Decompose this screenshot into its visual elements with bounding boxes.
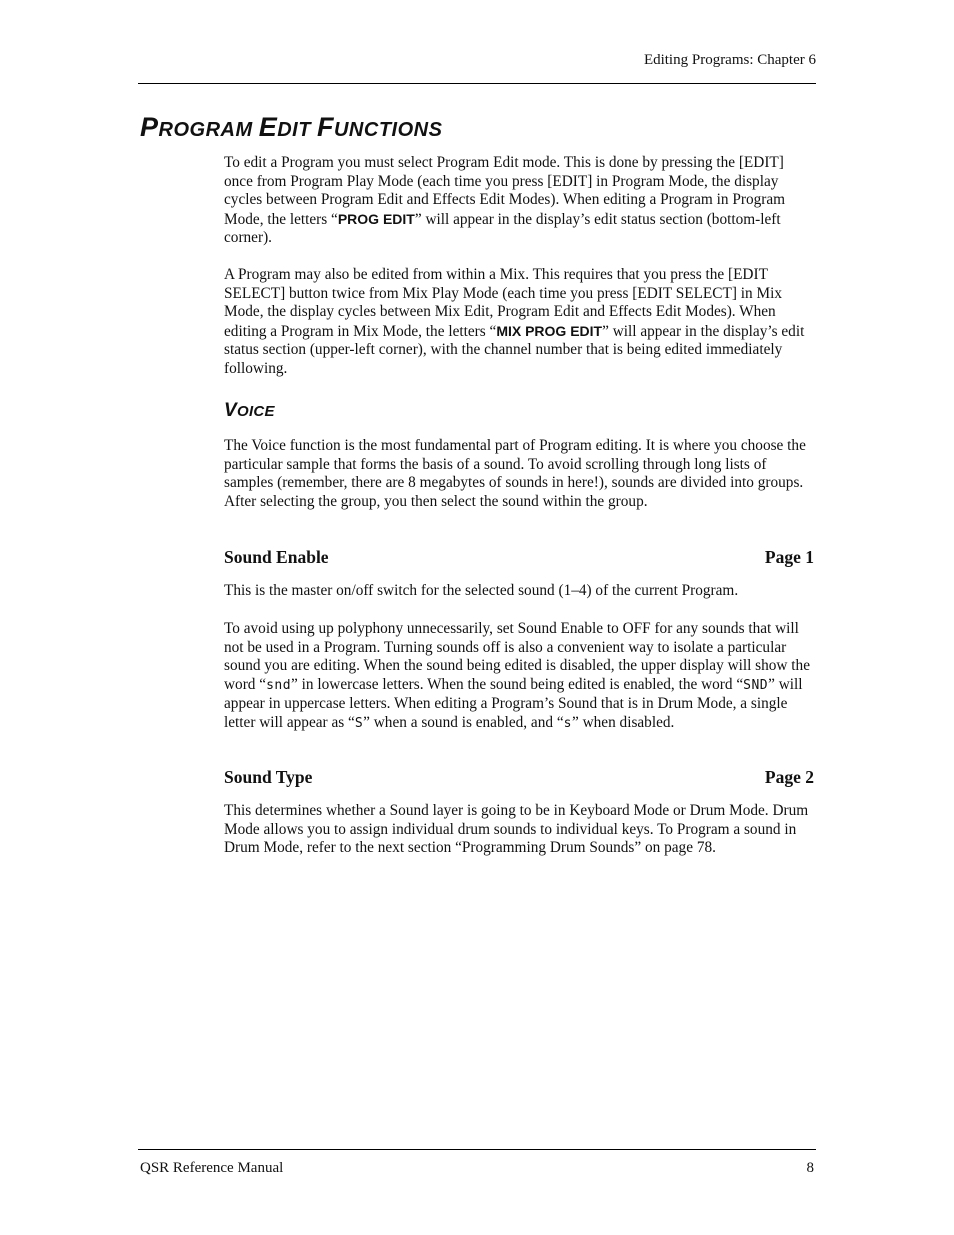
footer-manual-title: QSR Reference Manual: [140, 1160, 284, 1176]
voice-heading-rest: OICE: [236, 403, 275, 420]
title-initial-3: F: [316, 112, 334, 142]
title-initial-1: P: [140, 112, 159, 142]
sound-enable-paragraph-2: [224, 620, 814, 734]
intro-p1-text-a: To edit a Program you must select Program Edit mode. This is done by pressing the [EDIT] once from Program Play Mode (each time you press [EDIT] in Program Mode, the display cycles between Program Edit and Effects Edit Modes). When editing a Program in Program Mode, the letters “: [224, 154, 786, 228]
title-rest-3: UNCTIONS: [333, 119, 443, 141]
sound-enable-text-e: ” when disabled.: [571, 713, 675, 731]
sound-enable-text-b: ” in lowercase letters. When the sound being edited is enabled, the word “: [291, 675, 744, 693]
display-text-prog-edit: PROG EDIT: [337, 210, 415, 227]
lcd-text-snd-lower: snd: [266, 677, 292, 693]
sound-enable-title: Sound Enable: [224, 547, 329, 567]
title-initial-2: E: [258, 112, 278, 142]
sound-enable-paragraph-1: This is the master on/off switch for the selected sound (1–4) of the current Program.: [224, 582, 739, 599]
header-rule: [138, 83, 816, 84]
display-text-mix-prog-edit: MIX PROG EDIT: [496, 322, 603, 339]
intro-paragraph-1: [224, 154, 814, 248]
intro-p2-text-b: ” will appear in the display’s edit status section (upper-left corner), with the channel number that is being edited immediately following.: [224, 322, 805, 377]
page-number: 8: [806, 1160, 814, 1176]
sound-type-paragraph: This determines whether a Sound layer is going to be in Keyboard Mode or Drum Mode. Drum Mode allows you to assign individual drum sounds to individual keys. To Program a sound in Drum Mode, refer to the next section “Programming Drum Sounds” on page 78.: [224, 802, 809, 857]
section-title: [140, 114, 442, 141]
voice-heading-initial: V: [224, 400, 237, 421]
intro-p1-text-b: ” will appear in the display’s edit status section (bottom-left corner).: [224, 210, 781, 247]
sound-enable-text-d: ” when a sound is enabled, and “: [363, 713, 564, 731]
voice-paragraph: The Voice function is the most fundamental part of Program editing. It is where you choose the particular sample that forms the basis of a sound. To avoid scrolling through long lists of samples (remember, there are 8 megabytes of sounds in here!), sounds are divided into groups. After selecting the group, you then select the sound within the group.: [224, 437, 806, 510]
title-rest-2: DIT: [277, 119, 311, 141]
sound-type-heading: [224, 769, 814, 787]
intro-paragraph-2: [224, 266, 814, 379]
sound-enable-text-a: To avoid using up polyphony unnecessarily, set Sound Enable to OFF for any sounds that will not be used in a Program. Turning sounds off is also a convenient way to isolate a particular sound you are editing. When the sound being edited is disabled, the upper display will show the word “: [224, 620, 810, 693]
lcd-text-snd-upper: SND: [743, 677, 769, 693]
sound-enable-text-c: ” will appear in uppercase letters. When editing a Program’s Sound that is in Drum Mode, a single letter will appear as “: [224, 675, 803, 731]
sound-enable-page: Page 1: [764, 547, 814, 567]
sound-type-page: Page 2: [764, 767, 814, 787]
voice-heading: [224, 401, 275, 420]
running-header: Editing Programs: Chapter 6: [643, 52, 816, 68]
footer-rule: [138, 1149, 816, 1150]
lcd-text-s-upper: S: [354, 715, 364, 731]
sound-enable-heading: [224, 549, 814, 567]
lcd-text-s-lower: s: [563, 715, 572, 731]
sound-type-title: Sound Type: [224, 767, 313, 787]
intro-p2-text-a: A Program may also be edited from within a Mix. This requires that you press the [EDIT SELECT] button twice from Mix Play Mode (each time you press [EDIT SELECT] in Mix Mode, the display cycles between Mix Edit, Program Edit and Effects Edit Modes). When editing a Program in Mix Mode, the letters “: [224, 266, 782, 340]
title-rest-1: ROGRAM: [158, 119, 253, 141]
